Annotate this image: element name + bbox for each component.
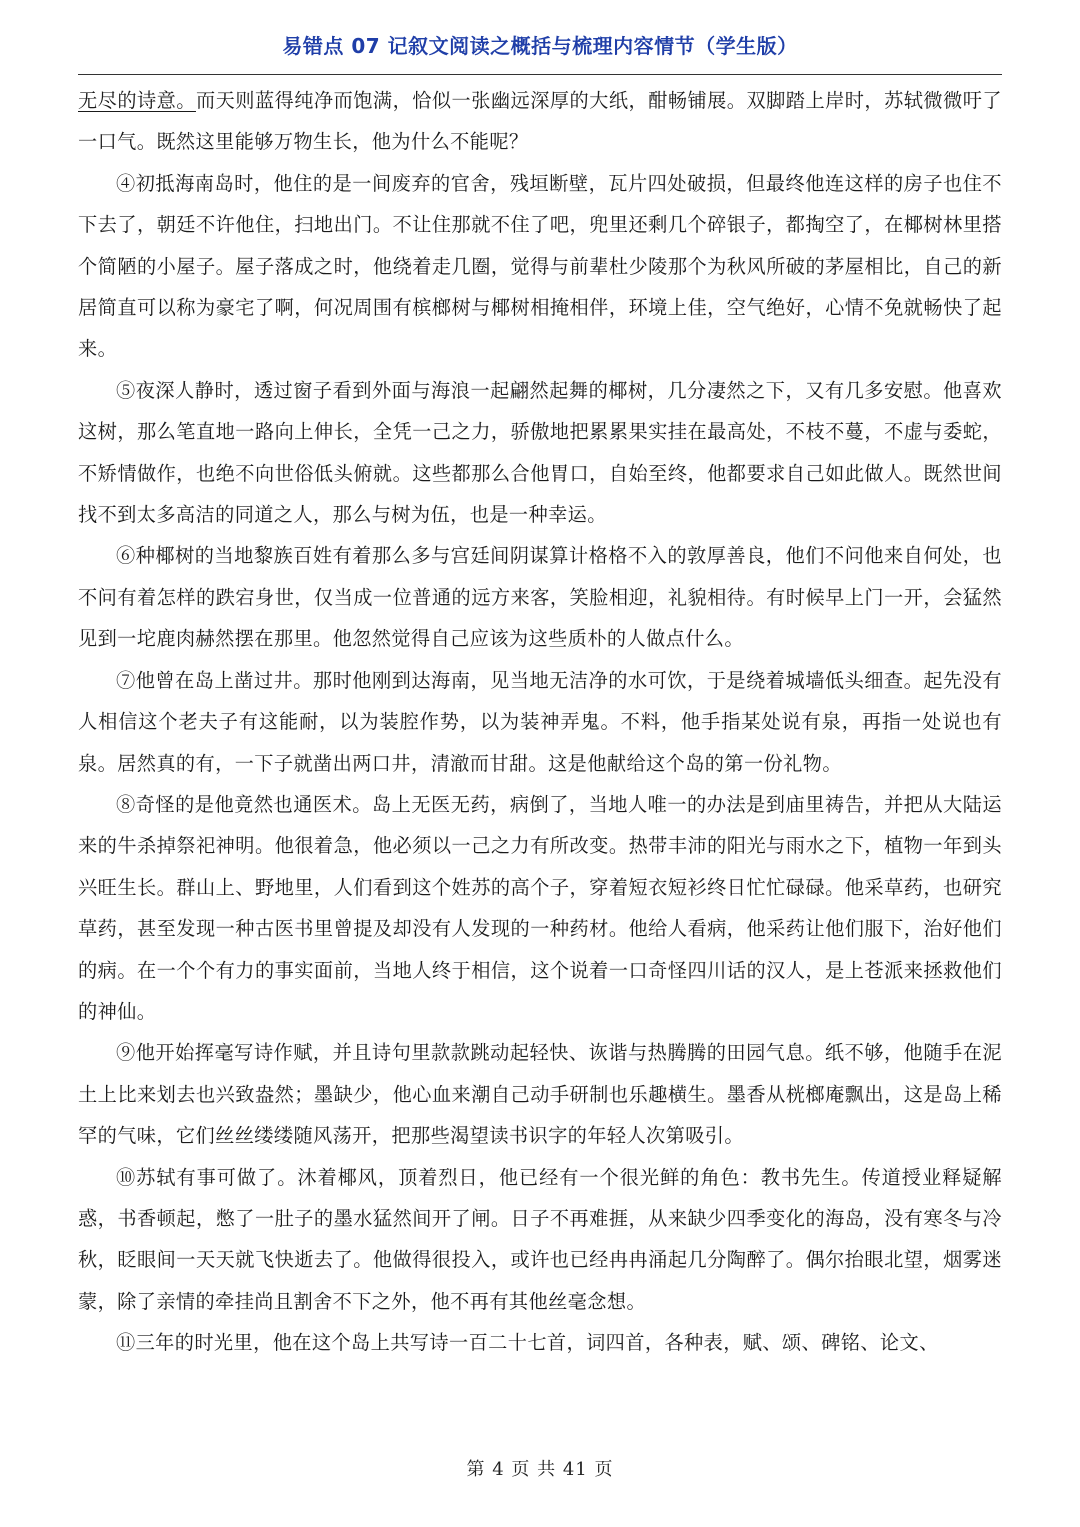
paragraph-8: ⑧奇怪的是他竟然也通医术。岛上无医无药，病倒了，当地人唯一的办法是到庙里祷告，并把从大陆运来的牛杀掉祭祀神明。他很着急，他必须以一己之力有所改变。热带丰沛的阳光与雨水之下，植物一年到头兴旺生长。群山上、野地里，人们看到这个姓苏的高个子，穿着短衣短衫终日忙忙碌碌。他采草药，也研究草药，甚至发现一种古医书里曾提及却没有人发现的一种药材。他给人看病，他采药让他们服下，治好他们的病。在一个个有力的事实面前，当地人终于相信，这个说着一口奇怪四川话的汉人，是上苍派来拯救他们的神仙。 <box>78 792 1002 1023</box>
paragraph-continued <box>78 80 1002 163</box>
page-number: 第 4 页 共 41 页 <box>466 1459 614 1480</box>
paragraph-7: ⑦他曾在岛上凿过井。那时他刚到达海南，见当地无洁净的水可饮，于是绕着城墙低头细查。起先没有人相信这个老夫子有这能耐，以为装腔作势，以为装神弄鬼。不料，他手指某处说有泉，再指一处说也有泉。居然真的有，一下子就凿出两口井，清澈而甘甜。这是他献给这个岛的第一份礼物。 <box>78 668 1002 775</box>
page-header <box>78 26 1002 75</box>
paragraph-continued-text: 而天则蓝得纯净而饱满，恰似一张幽远深厚的大纸，酣畅铺展。双脚踏上岸时，苏轼微微吁了一口气。既然这里能够万物生长，他为什么不能呢？ <box>78 89 1002 154</box>
document-title: 易错点 07 记叙文阅读之概括与梳理内容情节（学生版） <box>282 34 798 58</box>
underlined-sentence: 无尽的诗意。 <box>78 89 196 112</box>
paragraph-6: ⑥种椰树的当地黎族百姓有着那么多与宫廷间阴谋算计格格不入的敦厚善良，他们不问他来自何处，也不问有着怎样的跌宕身世，仅当成一位普通的远方来客，笑脸相迎，礼貌相待。有时候早上门一开，会猛然见到一坨鹿肉赫然摆在那里。他忽然觉得自己应该为这些质朴的人做点什么。 <box>78 544 1002 651</box>
paragraph-4: ④初抵海南岛时，他住的是一间废弃的官舍，残垣断壁，瓦片四处破损，但最终他连这样的房子也住不下去了，朝廷不许他住，扫地出门。不让住那就不住了吧，兜里还剩几个碎银子，都掏空了，在椰树林里搭个简陋的小屋子。屋子落成之时，他绕着走几圈，觉得与前辈杜少陵那个为秋风所破的茅屋相比，自己的新居简直可以称为豪宅了啊，何况周围有槟榔树与椰树相掩相伴，环境上佳，空气绝好，心情不免就畅快了起来。 <box>78 171 1002 361</box>
paragraph-9: ⑨他开始挥毫写诗作赋，并且诗句里款款跳动起轻快、诙谐与热腾腾的田园气息。纸不够，他随手在泥土上比来划去也兴致盎然；墨缺少，他心血来潮自己动手研制也乐趣横生。墨香从桄榔庵飘出，这是岛上稀罕的气味，它们丝丝缕缕随风荡开，把那些渴望读书识字的年轻人次第吸引。 <box>78 1041 1002 1148</box>
paragraph-10: ⑩苏轼有事可做了。沐着椰风，顶着烈日，他已经有一个很光鲜的角色：教书先生。传道授业释疑解惑，书香顿起，憋了一肚子的墨水猛然间开了闸。日子不再难捱，从来缺少四季变化的海岛，没有寒冬与冷秋，眨眼间一天天就飞快逝去了。他做得很投入，或许也已经冉冉涌起几分陶醉了。偶尔抬眼北望，烟雾迷蒙，除了亲情的牵挂尚且割舍不下之外，他不再有其他丝毫念想。 <box>78 1165 1002 1313</box>
article-body <box>78 80 1002 1437</box>
paragraph-5: ⑤夜深人静时，透过窗子看到外面与海浪一起翩然起舞的椰树，几分凄然之下，又有几多安慰。他喜欢这树，那么笔直地一路向上伸长，全凭一己之力，骄傲地把累累果实挂在最高处，不枝不蔓，不虚与委蛇，不矫情做作，也绝不向世俗低头俯就。这些都那么合他胃口，自始至终，他都要求自己如此做人。既然世间找不到太多高洁的同道之人，那么与树为伍，也是一种幸运。 <box>78 378 1002 527</box>
paragraph-11: ⑪三年的时光里，他在这个岛上共写诗一百二十七首，词四首，各种表，赋、颂、碑铭、论文、 <box>116 1331 939 1355</box>
